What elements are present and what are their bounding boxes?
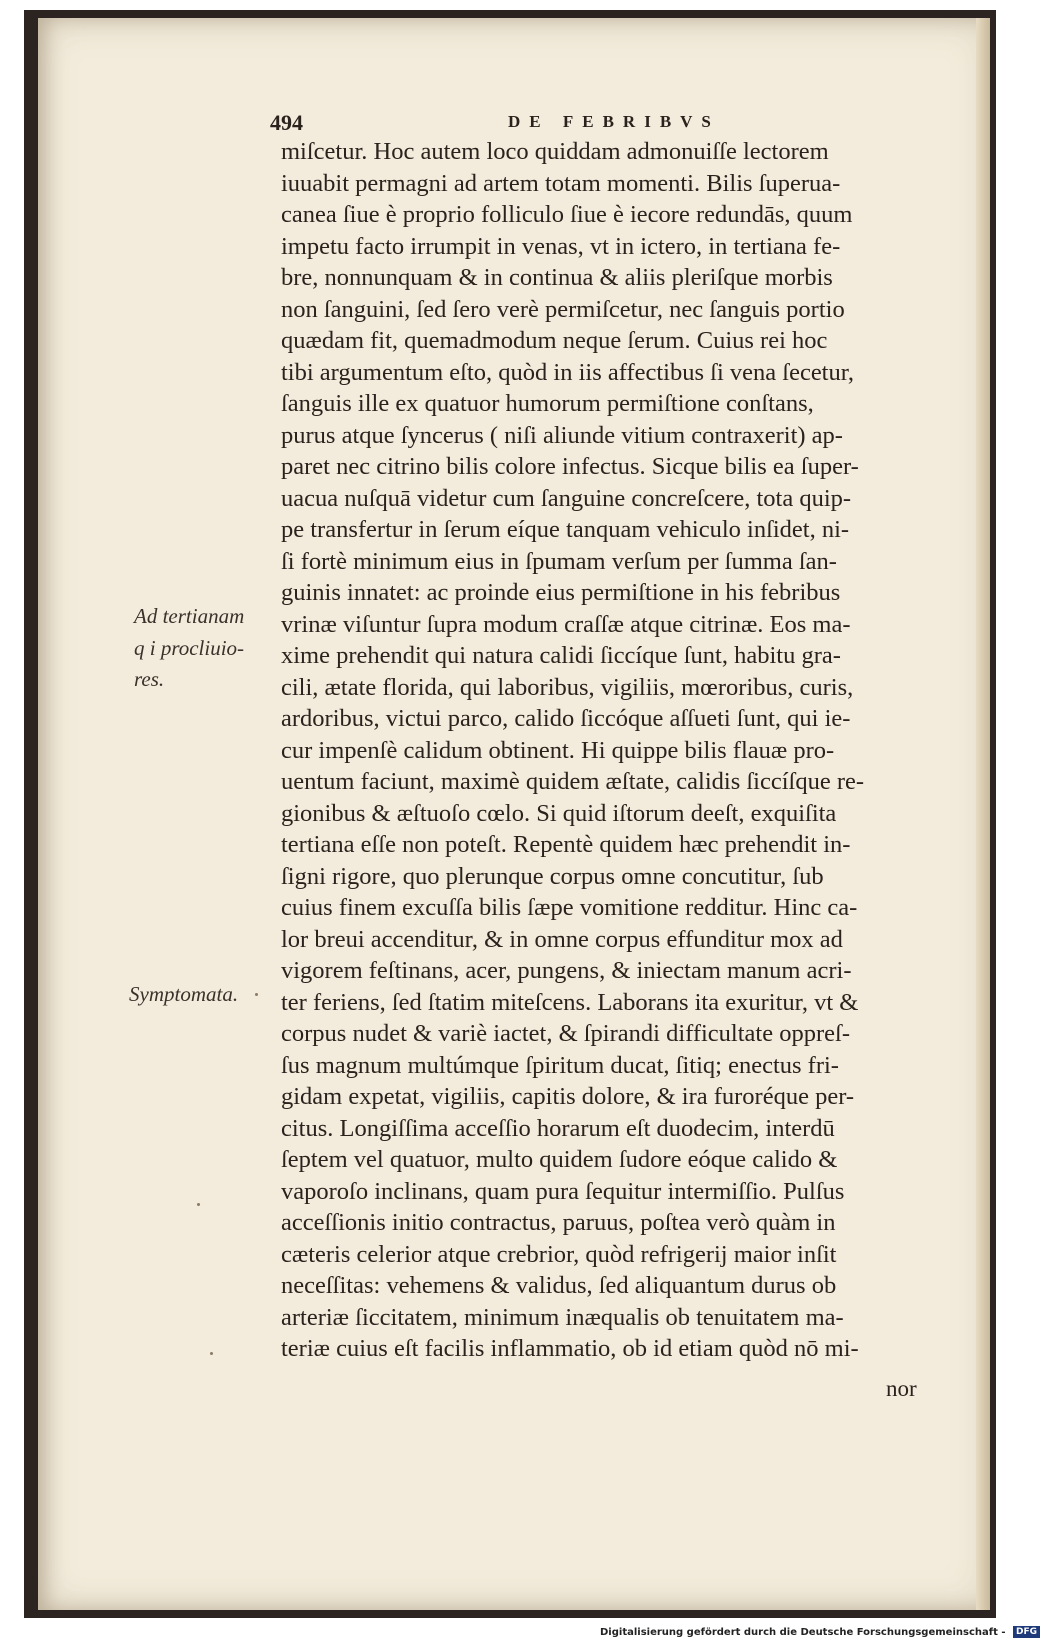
footer-credit bbox=[600, 1626, 1040, 1638]
text-line: paret nec citrino bilis colore infectus. Sicque bilis ea ſuper- bbox=[281, 453, 859, 480]
text-line: impetu facto irrumpit in venas, vt in ictero, in tertiana fe- bbox=[281, 232, 841, 260]
page-header bbox=[270, 110, 910, 136]
text-line: ſus magnum multúmque ſpiritum ducat, ſitiq; enectus fri- bbox=[281, 1051, 839, 1079]
text-line: iuuabit permagni ad artem totam momenti. Bilis ſuperua- bbox=[281, 169, 841, 197]
text-line: guinis innatet: ac proinde eius permiſtione in his febribus bbox=[281, 579, 841, 606]
text-line: ardoribus, victui parco, calido ſiccóque aſſueti ſunt, qui ie- bbox=[281, 705, 851, 732]
text-line: ſanguis ille ex quatuor humorum permiſtione conſtans, bbox=[281, 390, 814, 417]
text-line: acceſſionis initio contractus, paruus, poſtea verò quàm in bbox=[281, 1209, 836, 1236]
page-number: 494 bbox=[270, 110, 303, 135]
text-line: tertiana eſſe non poteſt. Repentè quidem hæc prehendit in- bbox=[281, 831, 851, 858]
text-line: miſcetur. Hoc autem loco quiddam admonuiſſe lectorem bbox=[281, 138, 829, 165]
text-line: bre, nonnunquam & in continua & aliis pleriſque morbis bbox=[281, 264, 833, 291]
text-line: citus. Longiſſima acceſſio horarum eſt duodecim, interdū bbox=[281, 1114, 835, 1142]
text-line: corpus nudet & variè iactet, & ſpirandi difficultate oppreſ- bbox=[281, 1020, 850, 1047]
text-line: gionibus & æſtuoſo cœlo. Si quid iſtorum deeſt, exquiſita bbox=[281, 799, 837, 827]
text-line: pe transfertur in ſerum eíque tanquam vehiculo inſidet, ni- bbox=[281, 516, 850, 543]
text-line: quædam fit, quemadmodum neque ſerum. Cuius rei hoc bbox=[281, 327, 828, 354]
text-line: ſeptem vel quatuor, multo quidem ſudore eóque calido & bbox=[281, 1146, 838, 1173]
dfg-logo: DFG bbox=[1013, 1626, 1040, 1638]
text-line: cæteris celerior atque crebrior, quòd refrigerij maior inſit bbox=[281, 1240, 837, 1268]
text-line: uacua nuſquā videtur cum ſanguine concreſcere, tota quip- bbox=[281, 484, 852, 512]
text-line: neceſſitas: vehemens & validus, ſed aliquantum durus ob bbox=[281, 1272, 837, 1299]
text-line: gidam expetat, vigiliis, capitis dolore, & ira furoréque per- bbox=[281, 1083, 855, 1110]
text-line: ter feriens, ſed ſtatim miteſcens. Laborans ita exuritur, vt & bbox=[281, 988, 859, 1016]
text-line: cur impenſè calidum obtinent. Hi quippe bilis flauæ pro- bbox=[281, 736, 835, 764]
text-line: cuius finem excuſſa bilis ſæpe vomitione redditur. Hinc ca- bbox=[281, 894, 858, 921]
margin-mark bbox=[255, 993, 258, 996]
margin-note-tertiana bbox=[134, 601, 244, 696]
text-line: vrinæ viſuntur ſupra modum craſſæ atque citrinæ. Eos ma- bbox=[281, 610, 851, 638]
margin-mark bbox=[210, 1352, 213, 1355]
margin-note-symptomata bbox=[129, 979, 238, 1011]
margin-mark bbox=[197, 1203, 200, 1206]
text-line: xime prehendit qui natura calidi ſiccíque ſunt, habitu gra- bbox=[281, 642, 841, 669]
text-line: tibi argumentum eſto, quòd in iis affectibus ſi vena ſecetur, bbox=[281, 358, 855, 386]
text-line: teriæ cuius eſt facilis inflammatio, ob id etiam quòd nō mi- bbox=[281, 1335, 859, 1362]
text-line: lor breui accenditur, & in omne corpus effunditur mox ad bbox=[281, 925, 843, 953]
body-text bbox=[281, 136, 921, 1365]
margin-note-line: Ad tertianam bbox=[134, 604, 245, 628]
text-line: non ſanguini, ſed ſero verè permiſcetur, nec ſanguis portio bbox=[281, 295, 845, 323]
text-line: arteriæ ſiccitatem, minimum inæqualis ob tenuitatem ma- bbox=[281, 1303, 844, 1331]
text-line: ſigni rigore, quo plerunque corpus omne concutitur, ſub bbox=[281, 862, 824, 890]
text-line: uentum faciunt, maximè quidem æſtate, calidis ſiccíſque re- bbox=[281, 768, 865, 795]
catchword: nor bbox=[886, 1376, 917, 1401]
text-line: cili, ætate florida, qui laboribus, vigiliis, mœroribus, curis, bbox=[281, 673, 854, 701]
footer-credit-text: Digitalisierung gefördert durch die Deutsche Forschungsgemeinschaft - bbox=[600, 1627, 1006, 1638]
text-line: purus atque ſyncerus ( niſi aliunde vitium contraxerit) ap- bbox=[281, 421, 843, 449]
text-line: vigorem feſtinans, acer, pungens, & iniectam manum acri- bbox=[281, 957, 852, 984]
page-edge bbox=[976, 18, 990, 1610]
text-line: canea ſiue è proprio folliculo ſiue è iecore redundās, quum bbox=[281, 201, 853, 228]
text-line: ſi fortè minimum eius in ſpumam verſum per ſumma ſan- bbox=[281, 547, 837, 575]
text-line: vaporoſo inclinans, quam pura ſequitur intermiſſio. Pulſus bbox=[281, 1177, 845, 1205]
margin-note-line: res. bbox=[134, 667, 165, 691]
margin-note-line: Symptomata. bbox=[129, 982, 239, 1006]
margin-note-line: q i procliuio- bbox=[134, 635, 245, 660]
running-head: DE FEBRIBVS bbox=[508, 112, 720, 131]
